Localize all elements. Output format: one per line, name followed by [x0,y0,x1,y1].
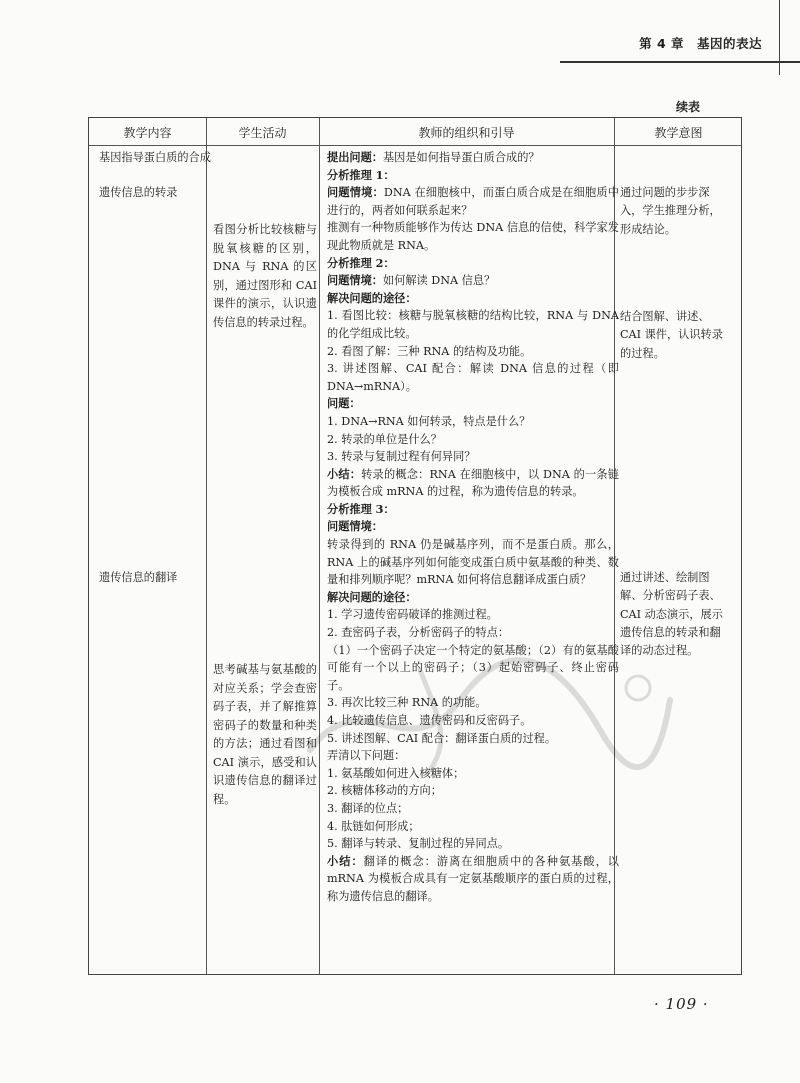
teacher-guidance [327,149,619,906]
guidance-text: 3. 转录与复制过程有何异同？ [327,450,476,464]
guidance-text: 2. 查密码子表，分析密码子的特点： [327,626,510,640]
guidance-label: 小结： [327,853,364,868]
guidance-text: 1. 看图比较：核糖与脱氧核糖的结构比较，RNA 与 DNA 的化学组成比较。 [327,309,619,340]
teaching-intent: 结合图解、讲述、CAI 课件，认识转录的过程。 [620,310,723,360]
column-header-intent: 教学意图 [654,126,703,140]
continued-label: 续表 [676,100,701,114]
guidance-text: 1. DNA→RNA 如何转录，特点是什么？ [327,414,531,428]
guidance-text: 1. 氨基酸如何进入核糖体； [327,766,465,780]
guidance-line [327,589,619,607]
content-topic: 遗传信息的翻译 [99,571,178,584]
guidance-label: 解决问题的途径： [327,290,417,305]
guidance-label: 问题情境： [327,185,384,200]
guidance-line [327,835,619,853]
guidance-line [327,466,619,501]
guidance-text: DNA 在细胞核中，而蛋白质合成是在细胞质中进行的，两者如何联系起来？ [327,186,619,217]
guidance-text: 4. 肽链如何形成； [327,819,420,833]
guidance-text: 推测有一种物质能够作为传达 DNA 信息的信使，科学家发现此物质就是 RNA。 [327,221,619,252]
guidance-line [327,272,619,290]
guidance-line [327,413,619,431]
guidance-line [327,149,619,167]
guidance-line [327,642,619,695]
guidance-line [327,167,619,185]
guidance-line [327,782,619,800]
guidance-line [327,818,619,836]
guidance-text: 2. 转录的单位是什么？ [327,432,442,446]
guidance-line [327,255,619,273]
column-header-content: 教学内容 [123,126,172,140]
student-activity: 思考碱基与氨基酸的对应关系；学会查密码子表，并了解推算密码子的数量和种类的方法；通过看图和 CAI 演示，感受和认识遗传信息的翻译过程。 [213,663,317,806]
guidance-text: 转录的概念：RNA 在细胞核中，以 DNA 的一条链为模板合成 mRNA 的过程，称为遗传信息的转录。 [327,467,619,499]
guidance-label: 小结： [327,466,362,481]
content-topic: 遗传信息的转录 [99,186,178,199]
guidance-line [327,712,619,730]
guidance-line [327,800,619,818]
guidance-text: 5. 讲述图解、CAI 配合：翻译蛋白质的过程。 [327,731,557,745]
guidance-text: 4. 比较遗传信息、遗传密码和反密码子。 [327,714,532,727]
chapter-title: 第 4 章 基因的表达 [639,36,762,51]
guidance-line [327,501,619,519]
guidance-label: 分析推理 3： [327,501,395,516]
guidance-text: 转录得到的 RNA 仍是碱基序列，而不是蛋白质。那么，RNA 上的碱基序列如何能变成蛋白质中氨基酸的种类、数量和排列顺序呢？mRNA 如何将信息翻译成蛋白质？ [327,538,619,587]
guidance-text: 2. 核糖体移动的方向； [327,784,442,798]
guidance-label: 问题情境： [327,519,383,534]
guidance-label: 解决问题的途径： [327,589,417,604]
guidance-text: 3. 翻译的位点； [327,801,409,815]
content-topic: 基因指导蛋白质的合成 [99,151,211,164]
guidance-line [327,853,619,906]
guidance-line [327,360,619,395]
guidance-text: （1）一个密码子决定一个特定的氨基酸；（2）有的氨基酸可能有一个以上的密码子；（3）起始密码子、终止密码子。 [327,643,619,692]
guidance-line [327,694,619,712]
guidance-line [327,219,619,254]
guidance-text: 翻译的概念：游离在细胞质中的各种氨基酸，以 mRNA 为模板合成具有一定氨基酸顺序的蛋白质的过程，称为遗传信息的翻译。 [327,854,619,903]
column-divider [319,118,320,974]
guidance-line [327,184,619,219]
column-header-student: 学生活动 [238,126,287,140]
column-header-teacher: 教师的组织和引导 [418,126,515,140]
guidance-text: 如何解读 DNA 信息？ [382,274,496,288]
guidance-line [327,747,619,765]
guidance-label: 提出问题： [327,150,383,164]
guidance-text: 2. 看图了解：三种 RNA 的结构及功能。 [327,344,532,358]
guidance-label: 分析推理 1： [327,167,395,182]
guidance-label: 问题： [327,396,361,411]
guidance-text: 基因是如何指导蛋白质合成的？ [382,151,540,164]
guidance-line [327,343,619,361]
running-header [560,28,800,68]
guidance-line [327,765,619,783]
header-rule [560,61,800,63]
teaching-intent: 通过讲述、绘制图解、分析密码子表、CAI 动态演示，展示遗传信息的转录和翻译的动态过程。 [620,571,723,658]
guidance-line [327,431,619,449]
guidance-line [327,624,619,642]
header-margin-line [779,0,780,75]
guidance-line [327,730,619,748]
teaching-intent: 通过问题的步步深入，学生推理分析，形成结论。 [620,186,721,236]
column-divider [206,118,207,974]
guidance-line [327,395,619,413]
guidance-text: 5. 翻译与转录、复制过程的异同点。 [327,837,510,851]
guidance-line [327,606,619,624]
guidance-line [327,518,619,536]
guidance-label: 分析推理 2： [327,255,395,270]
page-number: · 109 · [654,995,709,1013]
guidance-line [327,536,619,589]
guidance-line [327,448,619,466]
guidance-text: 1. 学习遗传密码破译的推测过程。 [327,608,498,622]
guidance-text: 3. 讲述图解、CAI 配合：解读 DNA 信息的过程（即 DNA→mRNA）。 [327,362,619,393]
student-activity: 看图分析比较核糖与脱氧核糖的区别，DNA 与 RNA 的区别，通过图形和 CAI 课件的演示，认识遗传信息的转录过程。 [213,223,317,329]
guidance-line [327,307,619,342]
lesson-table [88,117,742,975]
guidance-text: 弄清以下问题： [327,749,406,763]
guidance-text: 3. 再次比较三种 RNA 的功能。 [327,696,487,710]
guidance-line [327,290,619,308]
guidance-label: 问题情境： [327,273,383,288]
header-divider [89,145,741,146]
